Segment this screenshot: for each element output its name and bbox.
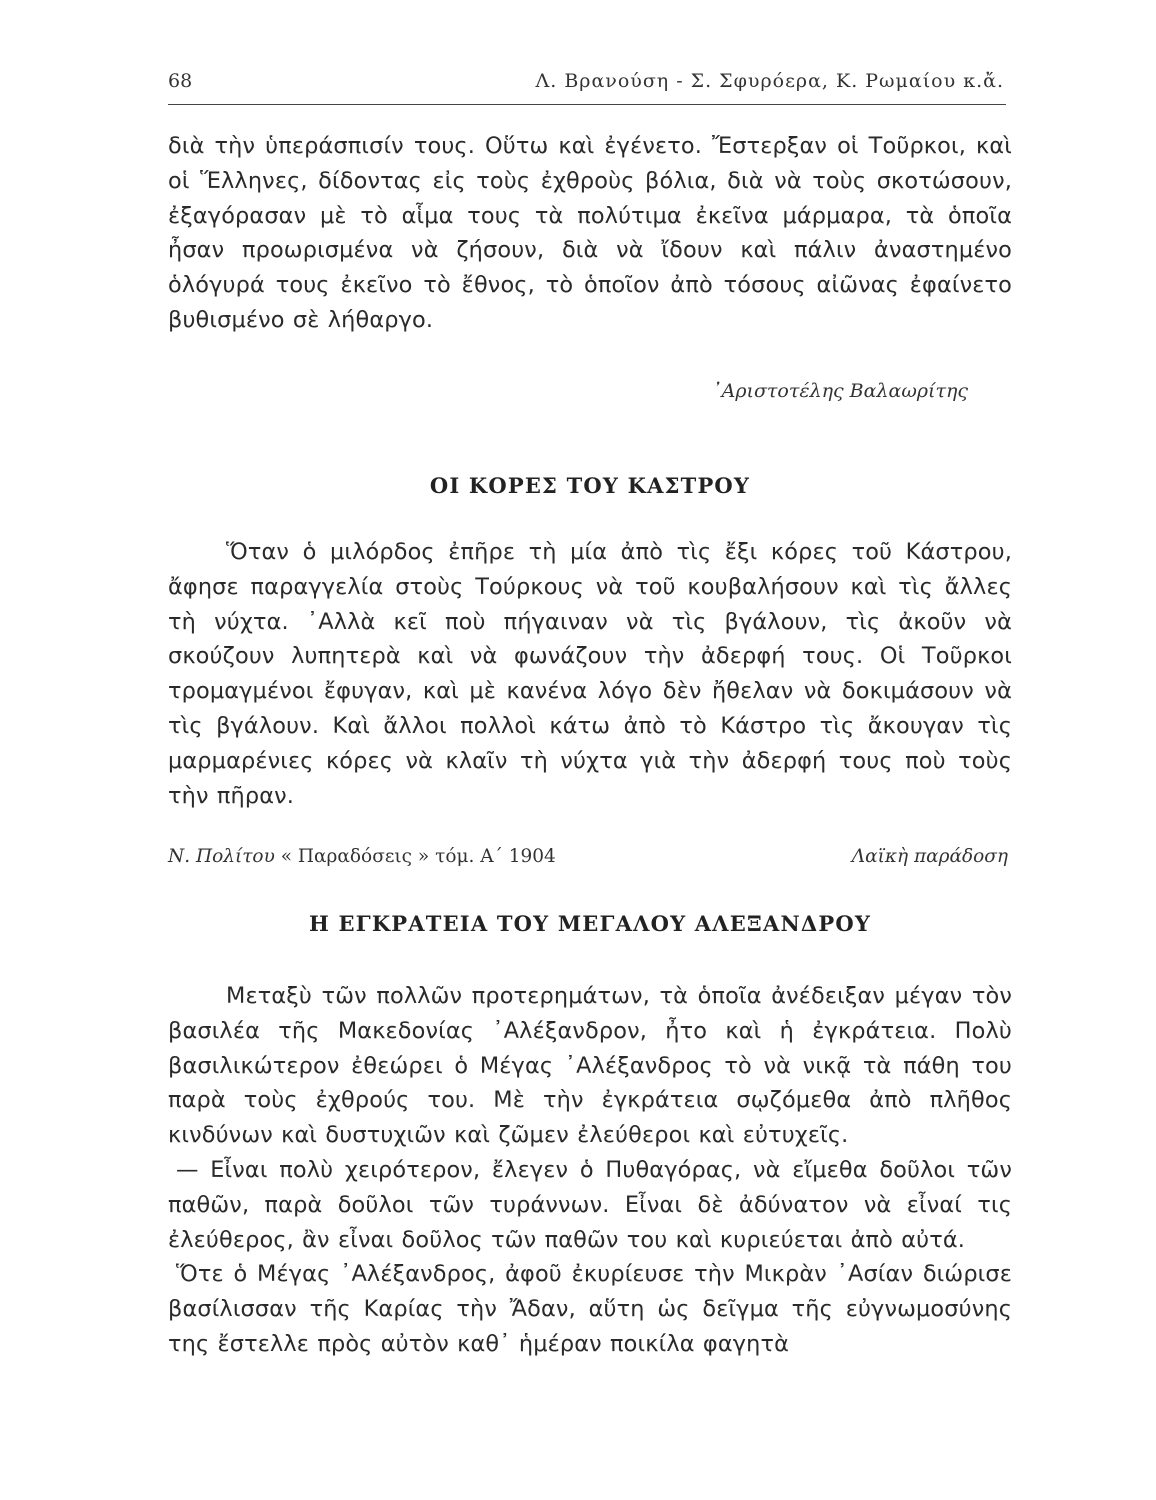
signature-valaoritis: ᾿Αριστοτέλης Βαλαωρίτης	[712, 380, 968, 402]
egkrateia-paragraph-2: — Εἶναι πολὺ χειρότερον, ἔλεγεν ὁ Πυθαγόρας, νὰ εἴμεθα δοῦλοι τῶν παθῶν, παρὰ δοῦλοι τῶν τυράννων. Εἶναι δὲ ἀδύνατον νὰ εἶναί τις ἐλεύθερος, ἂν εἶναι δοῦλος τῶν παθῶν του καὶ κυριεύεται ἀπὸ αὐτά.	[168, 1156, 1012, 1253]
passage-continuation	[168, 129, 1012, 338]
egkrateia-paragraph-1: Μεταξὺ τῶν πολλῶν προτερημάτων, τὰ ὁποῖα ἀνέδειξαν μέγαν τὸν βασιλέα τῆς Μακεδονίας ᾿Αλέξανδρον, ἦτο καὶ ἡ ἐγκράτεια. Πολὺ βασιλικώτερον ἐθεώρει ὁ Μέγας ᾿Αλέξανδρος τὸ νὰ νικᾷ τὰ πάθη του παρὰ τοὺς ἐχθρούς του. Μὲ τὴν ἐγκράτεια σῳζόμεθα ἀπὸ πλῆθος κινδύνων καὶ δυστυχιῶν καὶ ζῶμεν ἐλεύθεροι καὶ εὐτυχεῖς.	[168, 983, 1012, 1149]
source-work: « Παραδόσεις » τόμ. Α΄ 1904	[280, 846, 556, 867]
source-citation	[168, 846, 556, 867]
passage-continuation-text: διὰ τὴν ὑπεράσπισίν τους. Οὕτω καὶ ἐγένετο. Ἔστερξαν οἱ Τοῦρκοι, καὶ οἱ Ἕλληνες, δίδοντας εἰς τοὺς ἐχθροὺς βόλια, διὰ νὰ τοὺς σκοτώσουν, ἐξαγόρασαν μὲ τὸ αἷμα τους τὰ πολύτιμα ἐκεῖνα μάρμαρα, τὰ ὁποῖα ἦσαν προωρισμένα νὰ ζήσουν, διὰ νὰ ἴδουν καὶ πάλιν ἀναστημένο ὁλόγυρά τους ἐκεῖνο τὸ ἔθνος, τὸ ὁποῖον ἀπὸ τόσους αἰῶνας ἐφαίνετο βυθισμένο σὲ λήθαργο.	[168, 133, 1012, 333]
egkrateia-paragraph-3: Ὅτε ὁ Μέγας ᾿Αλέξανδρος, ἀφοῦ ἐκυρίευσε τὴν Μικρὰν ᾿Ασίαν διώρισε βασίλισσαν τῆς Καρίας τὴν Ἄδαν, αὕτη ὡς δεῖγμα τῆς εὐγνωμοσύνης της ἔστελλε πρὸς αὐτὸν καθ᾿ ἡμέραν ποικίλα φαγητὰ	[168, 1261, 1012, 1357]
kores-paragraph: Ὅταν ὁ μιλόρδος ἐπῆρε τὴ μία ἀπὸ τὶς ἔξι κόρες τοῦ Κάστρου, ἄφησε παραγγελία στοὺς Τούρκους νὰ τοῦ κουβαλήσουν καὶ τὶς ἄλλες τὴ νύχτα. ᾿Αλλὰ κεῖ ποὺ πήγαιναν νὰ τὶς βγάλουν, τὶς ἀκοῦν νὰ σκούζουν λυπητερὰ καὶ νὰ φωνάζουν τὴν ἀδερφή τους. Οἱ Τοῦρκοι τρομαγμένοι ἔφυγαν, καὶ μὲ κανένα λόγο δὲν ἤθελαν νὰ δοκιμάσουν νὰ τὶς βγάλουν. Καὶ ἄλλοι πολλοὶ κάτω ἀπὸ τὸ Κάστρο τὶς ἄκουγαν τὶς μαρμαρένιες κόρες νὰ κλαῖν τὴ νύχτα γιὰ τὴν ἀδερφή τους ποὺ τοὺς τὴν πῆραν.	[168, 539, 1012, 809]
section-title-egkrateia: Η ΕΓΚΡΑΤΕΙΑ ΤΟΥ ΜΕΓΑΛΟΥ ΑΛΕΞΑΝΔΡΟΥ	[308, 911, 872, 936]
section-egkrateia-body	[168, 979, 1012, 1362]
section-kores-body	[168, 535, 1012, 813]
source-type: Λαϊκὴ παράδοση	[851, 846, 1008, 867]
source-line	[168, 846, 1012, 876]
running-head: Λ. Βρανούση - Σ. Σφυρόερα, Κ. Ρωμαίου κ.ἄ.	[535, 70, 1004, 92]
section-title-kores: ΟΙ ΚΟΡΕΣ ΤΟΥ ΚΑΣΤΡΟΥ	[429, 473, 751, 498]
page-number: 68	[168, 70, 193, 92]
page-header	[168, 64, 1006, 105]
source-author: Ν. Πολίτου	[168, 846, 275, 867]
